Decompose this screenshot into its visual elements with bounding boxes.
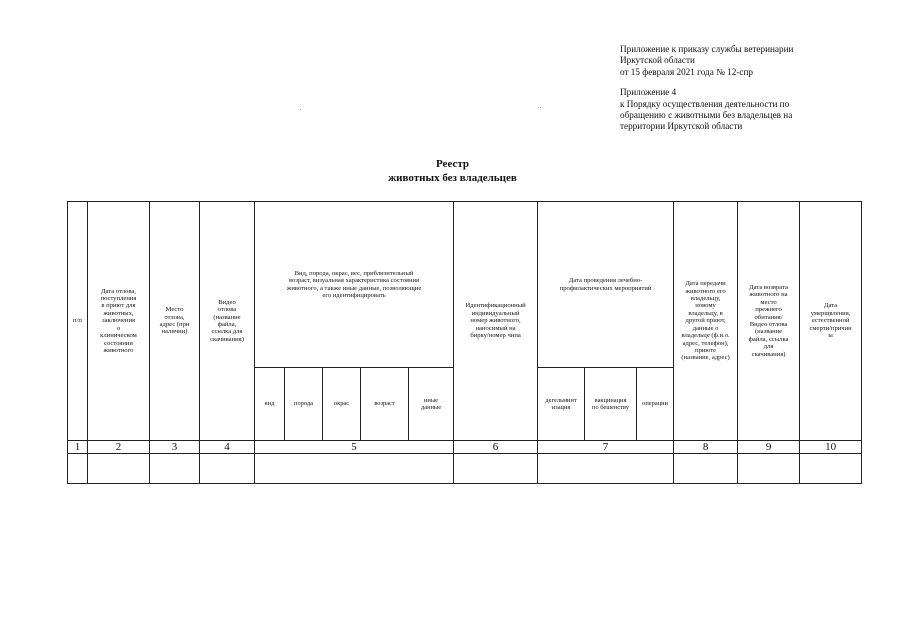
header-animal-description: Вид, порода, окрас, вес, приблизительный возраст, визуальная характеристика состояния животного, а также иные данные, позволяющие его идентифицировать <box>255 202 454 368</box>
column-number: 6 <box>454 441 538 454</box>
header-death-date: Дата умерщвления, естественной смерти/причин ы <box>800 202 862 441</box>
table-cell <box>68 454 88 484</box>
column-number: 3 <box>150 441 200 454</box>
scan-speck <box>300 109 301 110</box>
table-cell <box>454 454 538 484</box>
column-number: 2 <box>88 441 150 454</box>
subheader-other-data: иные данные <box>409 368 454 441</box>
column-number: 7 <box>538 441 674 454</box>
table-cell <box>200 454 255 484</box>
subheader-breed: порода <box>285 368 323 441</box>
header-id-number: Идентификационный индивидуальный номер животного, наносимый на бирку/номер чипа <box>454 202 538 441</box>
header-transfer-date: Дата передачи животного его владельцу, новому владельцу, в другой приют, данные о владельце (ф.и.о. адрес, телефон), приюте (название, адрес) <box>674 202 738 441</box>
table-cell <box>538 454 674 484</box>
registry-table <box>67 201 862 484</box>
subheader-color: окрас <box>323 368 361 441</box>
subheader-rabies-vaccination: вакцинация по бешенству <box>585 368 637 441</box>
column-number: 5 <box>255 441 454 454</box>
table-row <box>68 454 862 484</box>
scan-speck <box>540 107 541 108</box>
column-number: 10 <box>800 441 862 454</box>
column-number: 9 <box>738 441 800 454</box>
appendix-header <box>620 44 860 133</box>
column-numbers-row <box>68 441 862 454</box>
appendix-procedure-reference: Приложение 4 к Порядку осуществления деятельности по обращению с животными без владельцев на территории Иркутской области <box>620 87 793 132</box>
column-number: 4 <box>200 441 255 454</box>
header-capture-video: Видео отлова (название файла, ссылка для скачивания) <box>200 202 255 441</box>
subheader-operations: операции <box>637 368 674 441</box>
header-capture-date: Дата отлова, поступления в приют для животных, заключения о клиническом состоянии животного <box>88 202 150 441</box>
column-number: 1 <box>68 441 88 454</box>
table-cell <box>674 454 738 484</box>
header-index: п/п <box>68 202 88 441</box>
appendix-order-reference: Приложение к приказу службы ветеринарии Иркутской области от 15 февраля 2021 года № 12-спр <box>620 44 794 77</box>
document-subtitle: животных без владельцев <box>388 172 517 184</box>
table-cell <box>150 454 200 484</box>
header-capture-place: Место отлова, адрес (при наличии) <box>150 202 200 441</box>
table-cell <box>255 454 454 484</box>
header-return-date: Дата возврата животного на место прежнего обитания/ Видео отлова (название файла, ссылка для скачивания) <box>738 202 800 441</box>
subheader-deworming: дегельминт изация <box>538 368 585 441</box>
document-title: Реестр <box>435 158 469 170</box>
table-cell <box>800 454 862 484</box>
header-treatment-date: Дата проведения лечебно- профилактических мероприятий <box>538 202 674 368</box>
table-cell <box>88 454 150 484</box>
subheader-age: возраст <box>361 368 409 441</box>
table-header-row <box>68 202 862 368</box>
table-cell <box>738 454 800 484</box>
subheader-species: вид <box>255 368 285 441</box>
column-number: 8 <box>674 441 738 454</box>
